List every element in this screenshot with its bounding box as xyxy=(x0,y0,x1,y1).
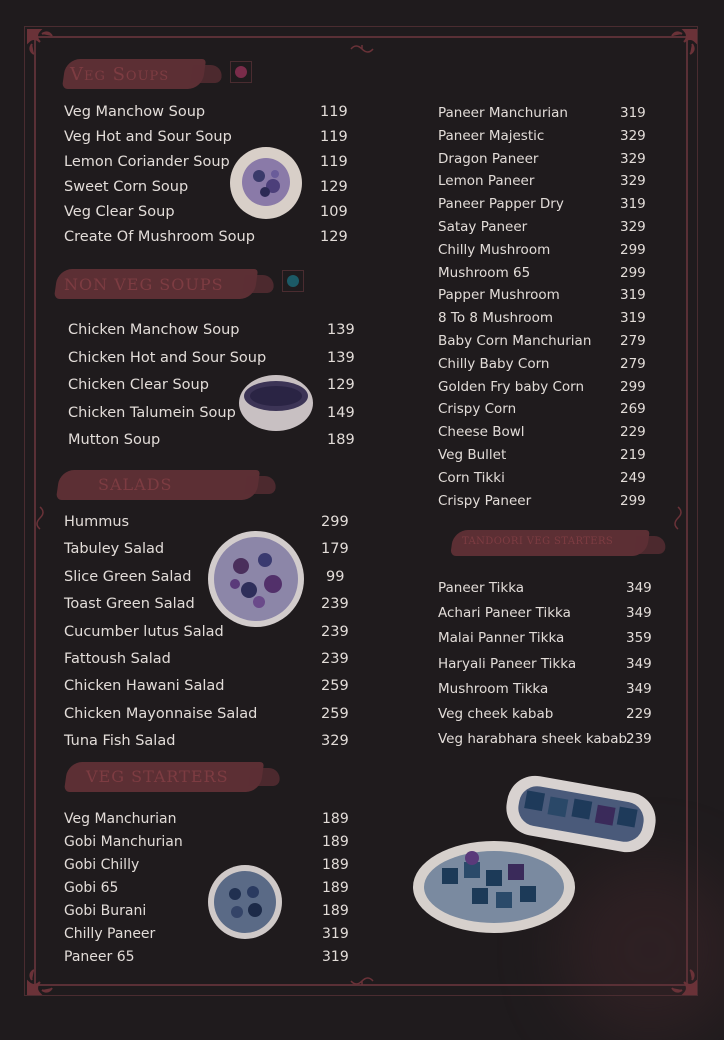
item-price: 219 xyxy=(620,446,646,463)
item-price: 239 xyxy=(626,731,652,748)
item-name: Paneer Tikka xyxy=(438,580,525,596)
item-name: Gobi Burani xyxy=(64,903,147,919)
veg-soup-bowl-image xyxy=(229,146,303,220)
item-price: 319 xyxy=(620,196,646,213)
item-name: 8 To 8 Mushroom xyxy=(438,310,553,327)
menu-item xyxy=(64,229,354,254)
menu-item xyxy=(438,605,668,630)
item-name: Chicken Clear Soup xyxy=(68,377,209,393)
item-price: 279 xyxy=(620,355,646,372)
item-price: 189 xyxy=(322,857,349,873)
item-price: 329 xyxy=(321,733,349,750)
item-name: Mushroom 65 xyxy=(438,264,531,281)
item-name: Mushroom Tikka xyxy=(438,680,549,697)
non-veg-indicator-icon xyxy=(282,270,304,292)
menu-item xyxy=(68,405,358,433)
item-price: 299 xyxy=(620,378,646,395)
item-name: Tabuley Salad xyxy=(64,541,165,558)
menu-item xyxy=(64,179,354,204)
menu-item xyxy=(438,470,658,493)
item-name: Veg Bullet xyxy=(438,446,507,463)
item-name: Dragon Paneer xyxy=(438,150,539,167)
item-price: 329 xyxy=(620,173,646,190)
corner-ornament-top-left xyxy=(26,28,56,58)
menu-item xyxy=(64,154,354,179)
item-name: Fattoush Salad xyxy=(64,650,171,667)
veg-starters-heading: VEG STARTERS xyxy=(86,767,229,786)
item-price: 99 xyxy=(326,568,345,585)
item-name: Satay Paneer xyxy=(438,218,528,235)
item-price: 319 xyxy=(322,926,349,942)
veg-starter-plate-image xyxy=(207,864,283,940)
item-name: Hummus xyxy=(64,514,130,530)
menu-item xyxy=(438,196,658,219)
tandoori-veg-starters-heading: TANDOORI VEG STARTERS xyxy=(462,536,614,547)
item-name: Corn Tikki xyxy=(438,469,505,486)
item-price: 329 xyxy=(620,150,646,167)
item-price: 349 xyxy=(626,680,652,697)
item-price: 299 xyxy=(620,492,646,509)
item-price: 259 xyxy=(321,705,349,722)
salad-plate-image xyxy=(207,530,305,628)
item-price: 249 xyxy=(620,469,646,486)
salads-list xyxy=(64,514,354,761)
item-name: Chicken Talumein Soup xyxy=(68,404,236,421)
item-name: Sweet Corn Soup xyxy=(64,179,189,195)
item-name: Crispy Paneer xyxy=(438,492,532,509)
menu-item xyxy=(438,630,668,655)
item-name: Paneer Majestic xyxy=(438,127,545,144)
item-name: Gobi 65 xyxy=(64,880,119,896)
menu-item xyxy=(438,242,658,265)
menu-item xyxy=(438,580,668,605)
menu-item xyxy=(64,104,354,129)
item-name: Tuna Fish Salad xyxy=(64,733,176,750)
item-price: 229 xyxy=(620,424,646,441)
menu-item xyxy=(64,678,354,705)
item-name: Paneer Papper Dry xyxy=(438,196,564,213)
item-name: Veg harabhara sheek kabab xyxy=(438,731,628,748)
item-price: 239 xyxy=(321,623,349,640)
item-price: 349 xyxy=(626,605,652,622)
item-name: Cheese Bowl xyxy=(438,424,525,441)
item-name: Veg Hot and Sour Soup xyxy=(64,129,232,145)
menu-item xyxy=(64,857,354,880)
veg-soups-list xyxy=(64,104,354,254)
item-price: 229 xyxy=(626,705,652,722)
item-price: 239 xyxy=(321,596,349,613)
item-price: 119 xyxy=(320,154,348,170)
item-price: 299 xyxy=(321,514,349,530)
item-name: Chicken Hawani Salad xyxy=(64,678,225,695)
menu-item xyxy=(64,204,354,229)
menu-item xyxy=(438,173,658,196)
item-price: 319 xyxy=(620,105,646,121)
item-price: 179 xyxy=(321,541,349,558)
menu-item xyxy=(438,656,668,681)
item-price: 129 xyxy=(327,377,355,393)
item-name: Haryali Paneer Tikka xyxy=(438,655,577,672)
corner-ornament-top-right xyxy=(668,28,698,58)
item-price: 189 xyxy=(322,811,349,827)
item-name: Baby Corn Manchurian xyxy=(438,332,592,349)
menu-item xyxy=(438,731,668,756)
menu-item xyxy=(438,333,658,356)
item-price: 189 xyxy=(327,432,355,448)
item-price: 149 xyxy=(327,404,355,421)
menu-item xyxy=(64,811,354,834)
item-price: 109 xyxy=(320,204,348,220)
item-name: Lemon Coriander Soup xyxy=(64,154,230,170)
item-price: 319 xyxy=(322,949,349,965)
menu-item xyxy=(438,265,658,288)
tandoori-veg-starters-list xyxy=(438,580,668,756)
menu-item xyxy=(438,424,658,447)
veg-soups-heading: Veg Soups xyxy=(70,64,170,85)
item-name: Chicken Hot and Sour Soup xyxy=(68,349,267,366)
tikka-platter-image xyxy=(412,840,576,934)
item-name: Toast Green Salad xyxy=(64,596,195,613)
item-price: 259 xyxy=(321,678,349,695)
non-veg-soups-heading: NON VEG SOUPS xyxy=(64,275,224,294)
menu-item xyxy=(438,379,658,402)
item-price: 319 xyxy=(620,310,646,327)
bottom-center-ornament xyxy=(349,972,375,984)
right-center-ornament xyxy=(675,505,687,531)
item-name: Cucumber lutus Salad xyxy=(64,623,224,640)
item-name: Veg Manchurian xyxy=(64,811,177,827)
item-name: Papper Mushroom xyxy=(438,287,560,304)
menu-item xyxy=(64,129,354,154)
corner-ornament-bottom-left xyxy=(26,966,56,996)
menu-item xyxy=(438,356,658,379)
item-price: 119 xyxy=(320,129,348,145)
item-price: 279 xyxy=(620,332,646,349)
item-name: Gobi Manchurian xyxy=(64,834,183,850)
item-price: 189 xyxy=(322,903,349,919)
veg-starters-continued-list xyxy=(438,105,658,515)
menu-item xyxy=(438,706,668,731)
item-name: Create Of Mushroom Soup xyxy=(64,229,255,245)
left-center-ornament xyxy=(37,505,49,531)
item-name: Chilly Paneer xyxy=(64,926,156,942)
item-price: 329 xyxy=(620,127,646,144)
menu-item xyxy=(438,447,658,470)
item-price: 139 xyxy=(327,322,355,338)
item-name: Slice Green Salad xyxy=(64,568,192,585)
menu-item xyxy=(64,651,354,678)
menu-item xyxy=(438,105,658,128)
item-price: 239 xyxy=(321,650,349,667)
item-name: Crispy Corn xyxy=(438,401,517,418)
menu-item xyxy=(438,151,658,174)
menu-item xyxy=(438,401,658,424)
menu-item xyxy=(64,596,354,623)
item-name: Golden Fry baby Corn xyxy=(438,378,585,395)
item-price: 139 xyxy=(327,349,355,366)
item-name: Paneer Manchurian xyxy=(438,105,568,121)
salads-heading: SALADS xyxy=(98,475,173,494)
item-price: 299 xyxy=(620,241,646,258)
item-price: 349 xyxy=(626,580,652,596)
menu-item xyxy=(64,706,354,733)
corner-ornament-bottom-right xyxy=(668,966,698,996)
menu-item xyxy=(64,949,354,972)
item-name: Veg cheek kabab xyxy=(438,705,554,722)
item-name: Chicken Mayonnaise Salad xyxy=(64,705,258,722)
non-veg-soups-list xyxy=(68,322,358,460)
menu-item xyxy=(438,310,658,333)
menu-item xyxy=(64,733,354,760)
menu-item xyxy=(438,493,658,516)
item-name: Chilly Mushroom xyxy=(438,241,551,258)
veg-indicator-icon xyxy=(230,61,252,83)
item-name: Gobi Chilly xyxy=(64,857,140,873)
menu-item xyxy=(64,514,354,541)
item-name: Chilly Baby Corn xyxy=(438,355,550,372)
item-price: 129 xyxy=(320,229,348,245)
item-price: 129 xyxy=(320,179,348,195)
item-name: Lemon Paneer xyxy=(438,173,535,190)
item-name: Chicken Manchow Soup xyxy=(68,322,240,338)
item-name: Malai Panner Tikka xyxy=(438,630,565,647)
menu-item xyxy=(68,432,358,460)
menu-item xyxy=(68,350,358,378)
item-name: Achari Paneer Tikka xyxy=(438,605,571,622)
top-center-ornament xyxy=(349,40,375,52)
menu-item xyxy=(438,219,658,242)
menu-item xyxy=(64,926,354,949)
menu-item xyxy=(438,681,668,706)
item-price: 269 xyxy=(620,401,646,418)
item-price: 189 xyxy=(322,880,349,896)
item-price: 349 xyxy=(626,655,652,672)
item-price: 189 xyxy=(322,834,349,850)
menu-item xyxy=(438,287,658,310)
item-name: Paneer 65 xyxy=(64,949,135,965)
item-price: 329 xyxy=(620,218,646,235)
item-price: 299 xyxy=(620,264,646,281)
item-name: Mutton Soup xyxy=(68,432,161,448)
item-price: 359 xyxy=(626,630,652,647)
menu-item xyxy=(68,322,358,350)
item-name: Veg Clear Soup xyxy=(64,204,175,220)
non-veg-soup-bowl-image xyxy=(238,374,314,432)
menu-item xyxy=(64,624,354,651)
menu-item xyxy=(438,128,658,151)
menu-item xyxy=(68,377,358,405)
item-price: 319 xyxy=(620,287,646,304)
item-price: 119 xyxy=(320,104,348,120)
item-name: Veg Manchow Soup xyxy=(64,104,206,120)
menu-item xyxy=(64,834,354,857)
